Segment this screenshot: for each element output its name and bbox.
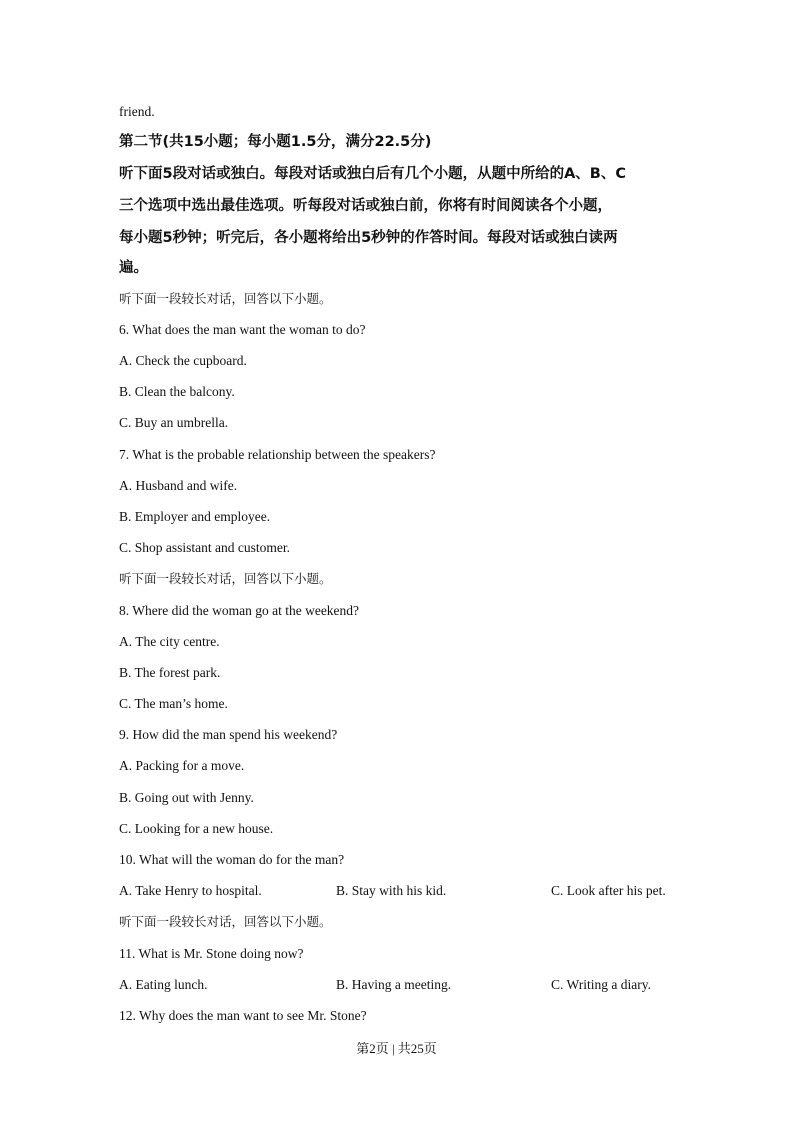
page-footer: 第2页 | 共25页 bbox=[356, 1041, 437, 1056]
question-7: 7. What is the probable relationship between the speakers? bbox=[119, 447, 436, 462]
question-11-option-c: C. Writing a diary. bbox=[551, 977, 651, 992]
continued-text: friend. bbox=[119, 104, 155, 119]
question-10-option-b: B. Stay with his kid. bbox=[336, 883, 447, 898]
question-11: 11. What is Mr. Stone doing now? bbox=[119, 946, 304, 961]
question-8-option-b: B. The forest park. bbox=[119, 665, 221, 680]
question-10-option-a: A. Take Henry to hospital. bbox=[119, 883, 262, 898]
question-11-option-b: B. Having a meeting. bbox=[336, 977, 452, 992]
question-6: 6. What does the man want the woman to do? bbox=[119, 322, 366, 337]
question-8: 8. Where did the woman go at the weekend? bbox=[119, 603, 360, 618]
question-10-option-c: C. Look after his pet. bbox=[551, 883, 666, 898]
question-12: 12. Why does the man want to see Mr. Stone? bbox=[119, 1008, 367, 1023]
section-heading: 第二节(共15小题；每小题1.5分，满分22.5分) bbox=[119, 134, 432, 150]
section-instructions-line-2: 三个选项中选出最佳选项。听每段对话或独白前，你将有时间阅读各个小题， bbox=[119, 198, 612, 214]
question-11-option-a: A. Eating lunch. bbox=[119, 977, 208, 992]
question-7-option-b: B. Employer and employee. bbox=[119, 509, 271, 524]
question-6-option-a: A. Check the cupboard. bbox=[119, 353, 247, 368]
question-11-options bbox=[119, 976, 679, 994]
question-9-option-c: C. Looking for a new house. bbox=[119, 821, 274, 836]
listening-instruction: 听下面一段较长对话，回答以下小题。 bbox=[119, 571, 332, 586]
listening-instruction: 听下面一段较长对话，回答以下小题。 bbox=[119, 291, 332, 306]
section-instructions-line-4: 遍。 bbox=[119, 260, 148, 276]
question-10-options bbox=[119, 882, 679, 900]
question-8-option-a: A. The city centre. bbox=[119, 634, 220, 649]
question-9: 9. How did the man spend his weekend? bbox=[119, 727, 338, 742]
question-8-option-c: C. The man’s home. bbox=[119, 696, 228, 711]
question-7-option-a: A. Husband and wife. bbox=[119, 478, 238, 493]
section-instructions-line-1: 听下面5段对话或独白。每段对话或独白后有几个小题，从题中所给的A、B、C bbox=[119, 166, 627, 182]
question-7-option-c: C. Shop assistant and customer. bbox=[119, 540, 290, 555]
listening-instruction: 听下面一段较长对话，回答以下小题。 bbox=[119, 914, 332, 929]
question-9-option-b: B. Going out with Jenny. bbox=[119, 790, 254, 805]
section-instructions-line-3: 每小题5秒钟；听完后，各小题将给出5秒钟的作答时间。每段对话或独白读两 bbox=[119, 230, 618, 246]
question-6-option-c: C. Buy an umbrella. bbox=[119, 415, 229, 430]
question-6-option-b: B. Clean the balcony. bbox=[119, 384, 235, 399]
question-9-option-a: A. Packing for a move. bbox=[119, 758, 245, 773]
question-10: 10. What will the woman do for the man? bbox=[119, 852, 345, 867]
